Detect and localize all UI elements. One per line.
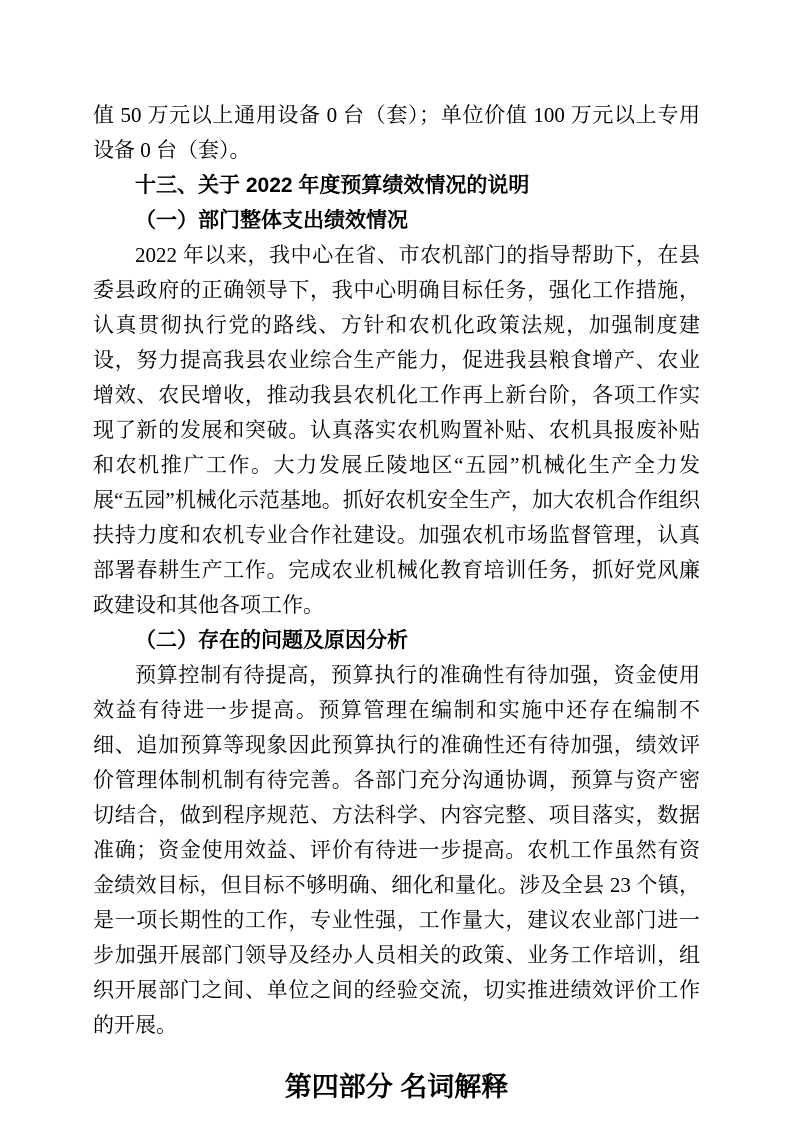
subsection-2-paragraph: 预算控制有待提高，预算执行的准确性有待加强，资金使用效益有待进一步提高。预算管理在编制和实施中还存在编制不细、追加预算等现象因此预算执行的准确性还有待加强，绩效评价管理体制机制有待完善。各部门充分沟通协调，预算与资产密切结合，做到程序规范、方法科学、内容完整、项目落实，数据准确；资金使用效益、评价有待进一步提高。农机工作虽然有资金绩效目标，但目标不够明确、细化和量化。涉及全县 23 个镇，是一项长期性的工作，专业性强，工作量大，建议农业部门进一步加强开展部门领导及经办人员相关的政策、业务工作培训，组织开展部门之间、单位之间的经验交流，切实推进绩效评价工作的开展。: [93, 663, 700, 1037]
subsection-1-heading: （一）部门整体支出绩效情况: [135, 209, 408, 232]
part-4-title: 第四部分 名词解释: [284, 1072, 509, 1102]
document-body: [93, 98, 700, 1107]
continuation-paragraph: 值 50 万元以上通用设备 0 台（套）；单位价值 100 万元以上专用设备 0 台（套）。: [93, 103, 700, 162]
section-13-heading: 十三、关于 2022 年度预算绩效情况的说明: [135, 174, 530, 197]
subsection-1-paragraph: 2022 年以来，我中心在省、市农机部门的指导帮助下，在县委县政府的正确领导下，我中心明确目标任务，强化工作措施，认真贯彻执行党的路线、方针和农机化政策法规，加强制度建设，努力提高我县农业综合生产能力，促进我县粮食增产、农业增效、农民增收，推动我县农机化工作再上新台阶，各项工作实现了新的发展和突破。认真落实农机购置补贴、农机具报废补贴和农机推广工作。大力发展丘陵地区“五园”机械化生产全力发展“五园”机械化示范基地。抓好农机安全生产，加大农机合作组织扶持力度和农机专业合作社建设。加强农机市场监督管理，认真部署春耕生产工作。完成农业机械化教育培训任务，抓好党风廉政建设和其他各项工作。: [93, 243, 700, 617]
subsection-2-heading: （二）存在的问题及原因分析: [135, 629, 408, 652]
